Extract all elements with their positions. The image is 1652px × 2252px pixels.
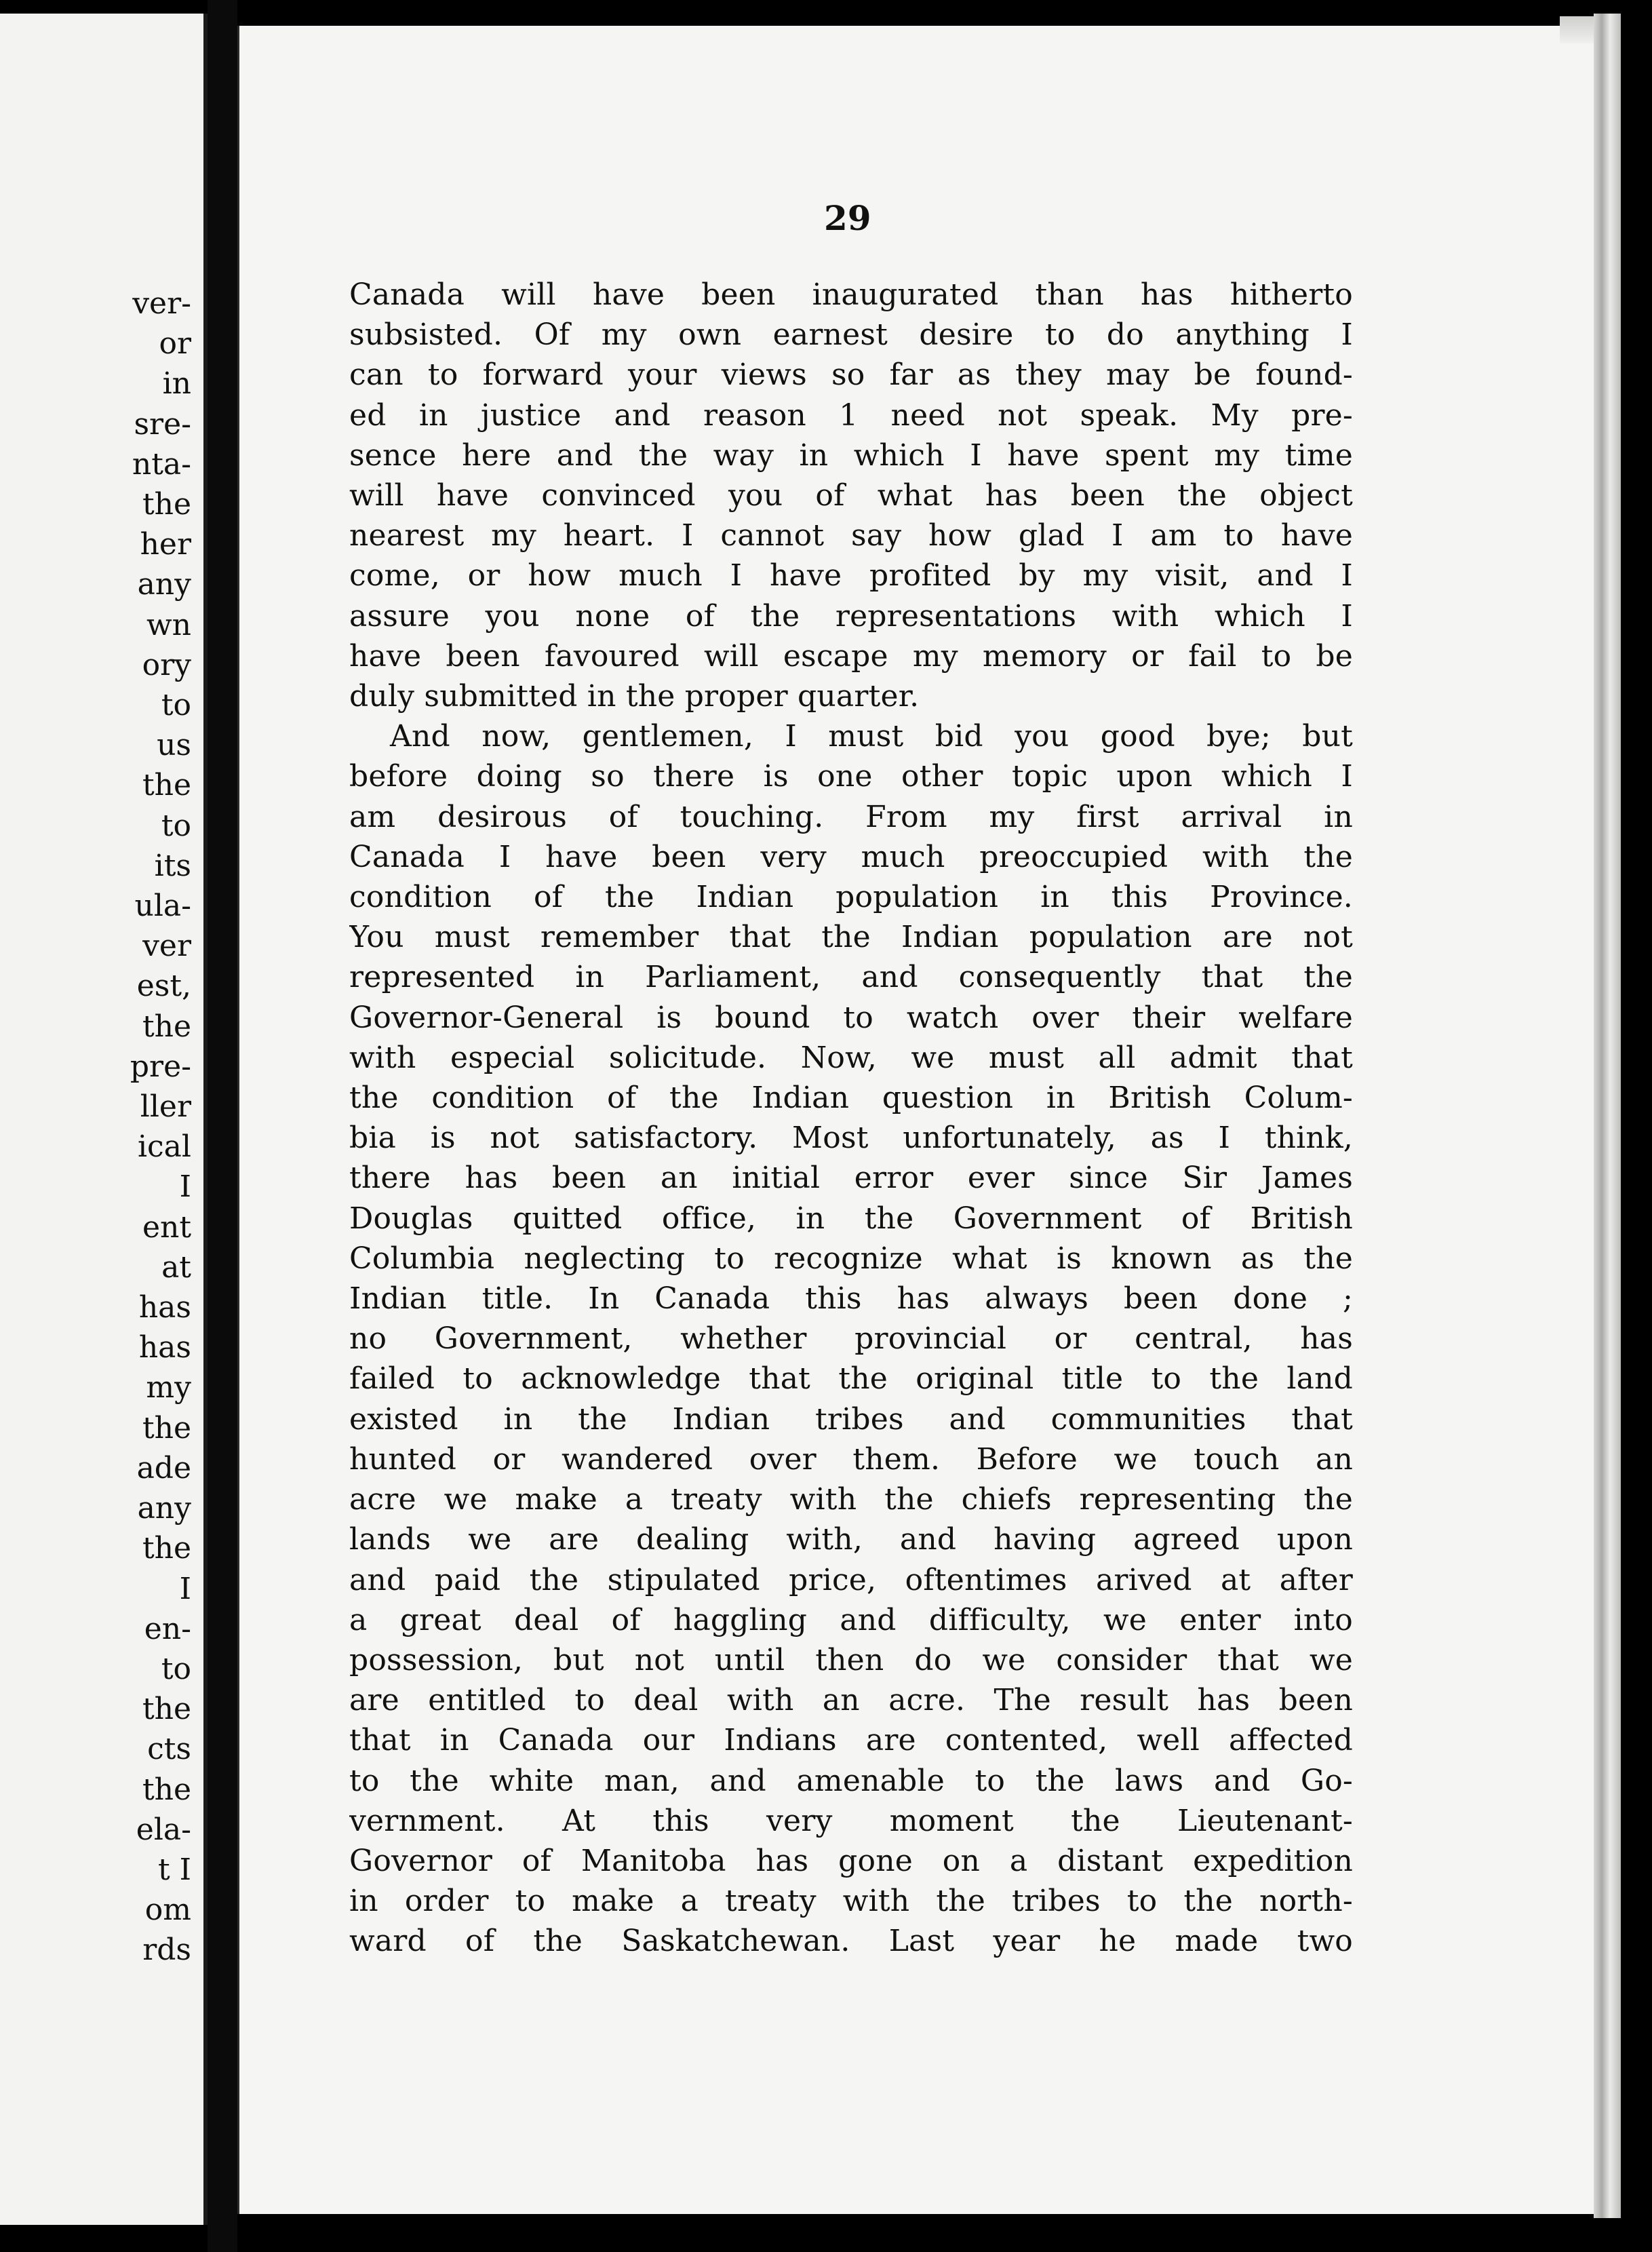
text-line: come, or how much I have profited by my visit, and I (349, 558, 1353, 594)
text-line: sence here and the way in which I have spent my time (349, 438, 1353, 473)
facing-page-line-fragment: us (157, 728, 191, 763)
facing-page-line-fragment: to (161, 808, 191, 843)
text-line: vernment. At this very moment the Lieutenant- (349, 1803, 1353, 1838)
text-line: Columbia neglecting to recognize what is known as the (349, 1241, 1353, 1276)
facing-page-line-fragment: the (142, 487, 191, 522)
text-line: will have convinced you of what has been the object (349, 478, 1353, 513)
facing-page-line-fragment: ory (142, 647, 191, 682)
text-line: Douglas quitted office, in the Government of British (349, 1201, 1353, 1236)
facing-page-line-fragment: any (137, 567, 191, 602)
text-line: duly submitted in the proper quarter. (349, 679, 920, 714)
facing-page-line-fragment: the (142, 768, 191, 803)
text-line: acre we make a treaty with the chiefs representing the (349, 1482, 1353, 1517)
text-line: subsisted. Of my own earnest desire to do anything I (349, 317, 1353, 353)
text-line: there has been an initial error ever since Sir James (349, 1161, 1353, 1196)
text-line: And now, gentlemen, I must bid you good bye; but (390, 719, 1353, 754)
text-line: with especial solicitude. Now, we must all admit that (349, 1040, 1353, 1075)
facing-page-line-fragment: rds (142, 1933, 191, 1968)
text-line: nearest my heart. I cannot say how glad I am to have (349, 518, 1353, 554)
facing-page-text (130, 284, 191, 1970)
text-line: failed to acknowledge that the original title to the land (349, 1361, 1353, 1397)
text-line: hunted or wandered over them. Before we touch an (349, 1441, 1353, 1477)
text-line: before doing so there is one other topic upon which I (349, 759, 1353, 794)
facing-page-line-fragment: pre- (130, 1049, 191, 1084)
text-line: have been favoured will escape my memory or fail to be (349, 638, 1353, 674)
text-line: are entitled to deal with an acre. The result has been (349, 1683, 1353, 1718)
text-line: lands we are dealing with, and having agreed upon (349, 1522, 1353, 1557)
facing-page-line-fragment: or (159, 326, 191, 362)
facing-page-line-fragment: my (146, 1370, 191, 1405)
text-line: in order to make a treaty with the tribes to the north- (349, 1884, 1353, 1919)
text-line: bia is not satisfactory. Most unfortunately, as I think, (349, 1121, 1353, 1156)
text-line: to the white man, and amenable to the laws and Go- (349, 1763, 1353, 1798)
facing-page-line-fragment: nta- (132, 446, 191, 482)
facing-page-line-fragment: in (162, 366, 191, 402)
facing-page-line-fragment: I (179, 1571, 191, 1606)
text-line: the condition of the Indian question in British Colum- (349, 1081, 1353, 1116)
facing-page-line-fragment: ver (142, 929, 191, 964)
facing-page-line-fragment: to (161, 1651, 191, 1686)
facing-page-line-fragment: ller (140, 1089, 191, 1125)
facing-page-line-fragment: to (161, 688, 191, 723)
facing-page-line-fragment: wn (146, 607, 191, 642)
text-line: can to forward your views so far as they may be found- (349, 357, 1353, 393)
facing-page-line-fragment: its (154, 848, 191, 883)
text-line: and paid the stipulated price, oftentimes arived at after (349, 1562, 1353, 1597)
facing-page-line-fragment: ent (142, 1209, 191, 1245)
facing-page-line-fragment: ade (136, 1450, 191, 1486)
text-line: ward of the Saskatchewan. Last year he made two (349, 1924, 1353, 1959)
facing-page-line-fragment: I (179, 1169, 191, 1205)
page-number: 29 (824, 198, 871, 238)
facing-page-line-fragment: has (138, 1330, 191, 1365)
text-line: existed in the Indian tribes and communities that (349, 1401, 1353, 1437)
facing-page-line-fragment: the (142, 1009, 191, 1044)
text-line: no Government, whether provincial or central, has (349, 1321, 1353, 1357)
text-line: Governor of Manitoba has gone on a distant expedition (349, 1843, 1353, 1878)
facing-page-line-fragment: ical (137, 1129, 191, 1165)
text-line: Indian title. In Canada this has always been done ; (349, 1281, 1353, 1317)
text-line: Canada I have been very much preoccupied with the (349, 839, 1353, 874)
facing-page-line-fragment: any (137, 1491, 191, 1526)
facing-page-line-fragment: the (142, 1531, 191, 1566)
page-edge (1594, 14, 1621, 2218)
page-body-text (349, 275, 1353, 1962)
facing-page-line-fragment: her (140, 527, 191, 562)
text-line: am desirous of touching. From my first arrival in (349, 799, 1353, 834)
text-line: ed in justice and reason 1 need not speak. My pre- (349, 397, 1353, 433)
facing-page-line-fragment: ela- (136, 1812, 191, 1847)
text-line: that in Canada our Indians are contented, well affected (349, 1723, 1353, 1758)
facing-page-line-fragment: ver- (132, 286, 191, 321)
facing-page-line-fragment: om (144, 1892, 191, 1928)
facing-page-line-fragment: the (142, 1772, 191, 1807)
book-gutter (208, 0, 237, 2252)
facing-page-line-fragment: sre- (134, 406, 191, 442)
facing-page-line-fragment: ula- (134, 889, 191, 924)
facing-page-line-fragment: the (142, 1692, 191, 1727)
text-line: a great deal of haggling and difficulty, we enter into (349, 1602, 1353, 1637)
facing-page-fragment (0, 14, 208, 2225)
facing-page-line-fragment: en- (144, 1611, 191, 1646)
text-line: assure you none of the representations with which I (349, 598, 1353, 634)
text-line: Governor-General is bound to watch over their welfare (349, 1000, 1353, 1035)
facing-page-line-fragment: has (138, 1290, 191, 1325)
text-line: possession, but not until then do we consider that we (349, 1642, 1353, 1677)
facing-page-line-fragment: est, (136, 969, 191, 1004)
text-line: Canada will have been inaugurated than has hitherto (349, 277, 1353, 312)
facing-page-line-fragment: cts (147, 1732, 191, 1767)
facing-page-line-fragment: the (142, 1410, 191, 1445)
text-line: condition of the Indian population in this Province. (349, 880, 1353, 915)
facing-page-line-fragment: t I (157, 1852, 191, 1887)
text-line: represented in Parliament, and consequently that the (349, 960, 1353, 995)
text-line: You must remember that the Indian population are not (349, 920, 1353, 955)
facing-page-line-fragment: at (161, 1249, 191, 1285)
